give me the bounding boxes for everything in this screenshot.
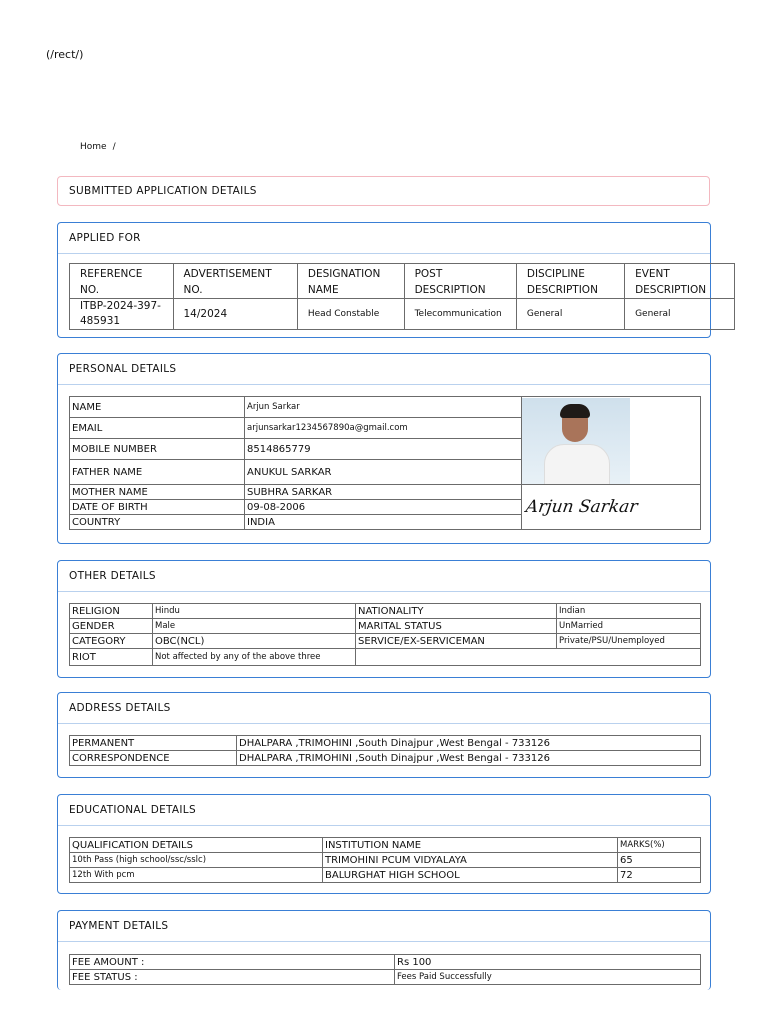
column-header: DESIGNATION NAME bbox=[297, 264, 404, 299]
table-row bbox=[70, 868, 701, 883]
riot-value: Not affected by any of the above three bbox=[153, 649, 356, 666]
religion-label: RELIGION bbox=[70, 604, 153, 619]
column-header: DISCIPLINE DESCRIPTION bbox=[516, 264, 624, 299]
father-name-value: ANUKUL SARKAR bbox=[245, 460, 522, 485]
table-row bbox=[70, 649, 701, 666]
table-row bbox=[70, 751, 701, 766]
column-header: EVENT DESCRIPTION bbox=[625, 264, 735, 299]
educational-details-card bbox=[57, 794, 711, 894]
category-value: OBC(NCL) bbox=[153, 634, 356, 649]
father-name-label: FATHER NAME bbox=[70, 460, 245, 485]
address-details-card bbox=[57, 692, 711, 778]
marks-value: 65 bbox=[618, 853, 701, 868]
qualification-value: 10th Pass (high school/ssc/sslc) bbox=[70, 853, 323, 868]
marital-status-value: UnMarried bbox=[557, 619, 701, 634]
country-value: INDIA bbox=[245, 515, 522, 530]
applied-for-title: APPLIED FOR bbox=[58, 223, 710, 254]
marks-value: 72 bbox=[618, 868, 701, 883]
other-details-title: OTHER DETAILS bbox=[58, 561, 710, 592]
table-row bbox=[70, 485, 701, 500]
table-row bbox=[70, 634, 701, 649]
breadcrumb-separator: / bbox=[112, 142, 116, 152]
table-header-row bbox=[70, 264, 735, 299]
photo-cell bbox=[522, 397, 701, 485]
institution-value: TRIMOHINI PCUM VIDYALAYA bbox=[323, 853, 618, 868]
mobile-value: 8514865779 bbox=[245, 439, 522, 460]
applied-for-card bbox=[57, 222, 711, 338]
gender-label: GENDER bbox=[70, 619, 153, 634]
mobile-label: MOBILE NUMBER bbox=[70, 439, 245, 460]
personal-details-table bbox=[69, 396, 701, 530]
payment-details-title: PAYMENT DETAILS bbox=[58, 911, 710, 942]
nationality-value: Indian bbox=[557, 604, 701, 619]
permanent-address-value: DHALPARA ,TRIMOHINI ,South Dinajpur ,West Bengal - 733126 bbox=[237, 736, 701, 751]
column-header: POST DESCRIPTION bbox=[404, 264, 516, 299]
other-details-table bbox=[69, 603, 701, 666]
service-value: Private/PSU/Unemployed bbox=[557, 634, 701, 649]
table-row bbox=[70, 736, 701, 751]
marital-status-label: MARITAL STATUS bbox=[356, 619, 557, 634]
column-header: MARKS(%) bbox=[618, 838, 701, 853]
email-value: arjunsarkar1234567890a@gmail.com bbox=[245, 418, 522, 439]
other-details-card bbox=[57, 560, 711, 678]
table-row bbox=[70, 853, 701, 868]
name-value: Arjun Sarkar bbox=[245, 397, 522, 418]
signature-cell bbox=[522, 485, 701, 530]
mother-name-value: SUBHRA SARKAR bbox=[245, 485, 522, 500]
page-artifact-text: (/rect/) bbox=[46, 48, 84, 61]
post-description: Telecommunication bbox=[404, 299, 516, 330]
nationality-label: NATIONALITY bbox=[356, 604, 557, 619]
gender-value: Male bbox=[153, 619, 356, 634]
personal-details-card bbox=[57, 353, 711, 544]
breadcrumb bbox=[80, 142, 116, 152]
table-row bbox=[70, 955, 701, 970]
table-row bbox=[70, 970, 701, 985]
service-label: SERVICE/EX-SERVICEMAN bbox=[356, 634, 557, 649]
address-details-title: ADDRESS DETAILS bbox=[58, 693, 710, 724]
column-header: ADVERTISEMENT NO. bbox=[173, 264, 297, 299]
table-header-row bbox=[70, 838, 701, 853]
fee-amount-value: Rs 100 bbox=[395, 955, 701, 970]
event-description: General bbox=[625, 299, 735, 330]
designation-name: Head Constable bbox=[297, 299, 404, 330]
country-label: COUNTRY bbox=[70, 515, 245, 530]
column-header: REFERENCE NO. bbox=[70, 264, 174, 299]
column-header: INSTITUTION NAME bbox=[323, 838, 618, 853]
dob-value: 09-08-2006 bbox=[245, 500, 522, 515]
religion-value: Hindu bbox=[153, 604, 356, 619]
payment-details-table bbox=[69, 954, 701, 985]
discipline-description: General bbox=[516, 299, 624, 330]
name-label: NAME bbox=[70, 397, 245, 418]
mother-name-label: MOTHER NAME bbox=[70, 485, 245, 500]
payment-details-card bbox=[57, 910, 711, 990]
column-header: QUALIFICATION DETAILS bbox=[70, 838, 323, 853]
table-row bbox=[70, 299, 735, 330]
correspondence-address-value: DHALPARA ,TRIMOHINI ,South Dinajpur ,West Bengal - 733126 bbox=[237, 751, 701, 766]
educational-details-title: EDUCATIONAL DETAILS bbox=[58, 795, 710, 826]
fee-amount-label: FEE AMOUNT : bbox=[70, 955, 395, 970]
table-row bbox=[70, 397, 701, 418]
fee-status-value: Fees Paid Successfully bbox=[395, 970, 701, 985]
applied-for-table bbox=[69, 263, 735, 330]
dob-label: DATE OF BIRTH bbox=[70, 500, 245, 515]
empty-cell bbox=[356, 649, 701, 666]
advertisement-number: 14/2024 bbox=[173, 299, 297, 330]
table-row bbox=[70, 604, 701, 619]
educational-details-table bbox=[69, 837, 701, 883]
table-row bbox=[70, 619, 701, 634]
qualification-value: 12th With pcm bbox=[70, 868, 323, 883]
personal-details-title: PERSONAL DETAILS bbox=[58, 354, 710, 385]
permanent-label: PERMANENT bbox=[70, 736, 237, 751]
address-details-table bbox=[69, 735, 701, 766]
riot-label: RIOT bbox=[70, 649, 153, 666]
applicant-photo bbox=[522, 398, 630, 484]
breadcrumb-home-link[interactable]: Home bbox=[80, 142, 107, 152]
correspondence-label: CORRESPONDENCE bbox=[70, 751, 237, 766]
applicant-signature: Arjun Sarkar bbox=[524, 497, 639, 517]
institution-value: BALURGHAT HIGH SCHOOL bbox=[323, 868, 618, 883]
category-label: CATEGORY bbox=[70, 634, 153, 649]
email-label: EMAIL bbox=[70, 418, 245, 439]
fee-status-label: FEE STATUS : bbox=[70, 970, 395, 985]
submitted-application-banner: SUBMITTED APPLICATION DETAILS bbox=[57, 176, 710, 206]
reference-number: ITBP-2024-397-485931 bbox=[70, 299, 174, 330]
